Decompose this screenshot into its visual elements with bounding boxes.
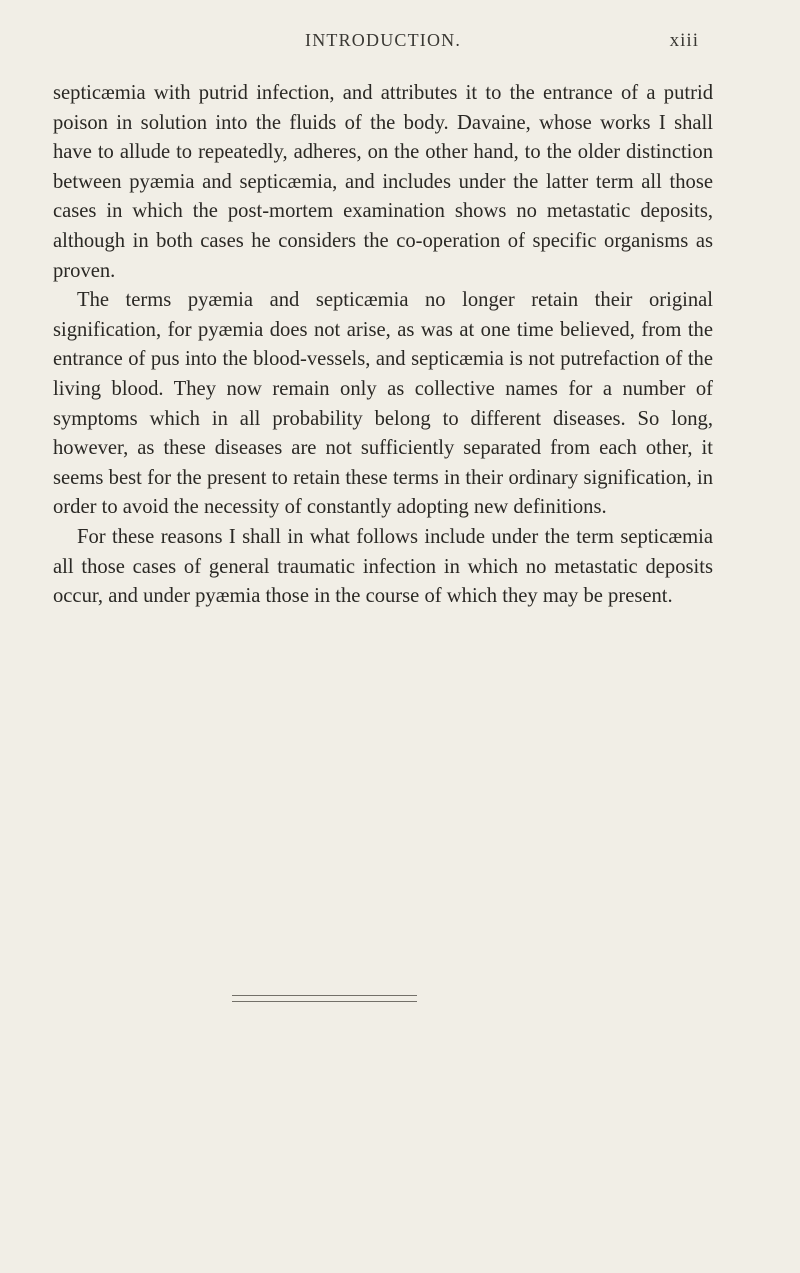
body-text [53, 79, 713, 612]
section-end-rule [232, 995, 417, 1002]
paragraph-continued: septicæmia with putrid infection, and attributes it to the entrance of a putrid poison in solution into the fluids of the body. Davaine, whose works I shall have to allude to repeatedly, adheres, on the other hand, to the older distinction between pyæmia and septicæmia, and includes under the latter term all those cases in which the post-mortem examination shows no metastatic deposits, although in both cases he considers the co-operation of specific organisms as proven. [53, 82, 713, 282]
running-header [0, 30, 800, 56]
page-number: xiii [669, 30, 699, 51]
running-title: INTRODUCTION. [305, 30, 462, 50]
paragraph: The terms pyæmia and septicæmia no longer retain their original signification, for pyæmia does not arise, as was at one time believed, from the entrance of pus into the blood-vessels, and septicæmia is not putrefaction of the living blood. They now remain only as collective names for a number of symptoms which in all probability belong to different diseases. So long, however, as these diseases are not sufficiently separated from each other, it seems best for the present to retain these terms in their ordinary signification, in order to avoid the necessity of constantly adopting new definitions. [53, 289, 713, 519]
paragraph: For these reasons I shall in what follows include under the term septicæmia all those cases of general traumatic infection in which no metastatic deposits occur, and under pyæmia those in the course of which they may be present. [53, 525, 713, 608]
